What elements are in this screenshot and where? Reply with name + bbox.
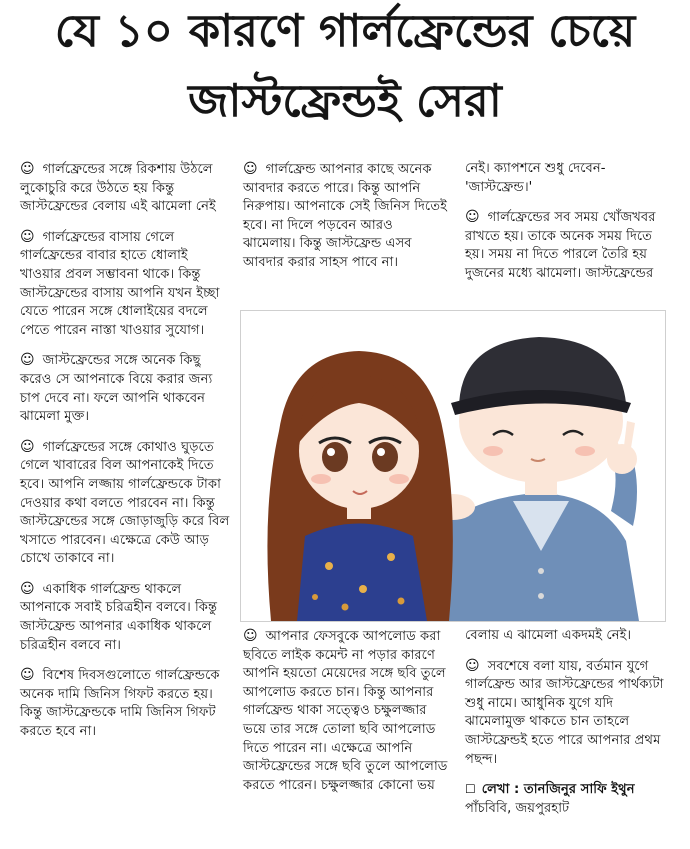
author-name: লেখা : তানজিনুর সাফি ইথুন [481, 782, 635, 798]
point-text: বিশেষ দিবসগুলোতে গার্লফ্রেন্ডকে অনেক দামি জিনিস গিফট করতে হয়। কিন্তু জাস্টফ্রেন্ডকে দামি জিনিস গিফট করতে হবে না। [20, 668, 220, 740]
list-item [243, 160, 448, 273]
list-item [465, 627, 670, 646]
list-item [20, 351, 232, 426]
list-item [465, 160, 670, 197]
point-text: জাস্টফ্রেন্ডের সঙ্গে অনেক কিছু করেও সে আপনাকে বিয়ে করার জন্য চাপ দেবে না। ফলে আপনি থাকবেন ঝামেলা মুক্ত। [20, 353, 213, 425]
smiley-icon: ☺ [20, 580, 35, 597]
point-text: আপনার ফেসবুকে আপলোড করা ছবিতে লাইক কমেন্ট না পড়ার কারণে আপনি হয়তো মেয়েদের সঙ্গে ছবি তুলে আপলোড করতে চান। কিন্তু আপনার গার্লফ্রেন্ড থাকা সত্ত্বেও চক্ষুলজ্জার ভয়ে তার সঙ্গে তোলা ছবি আপলোড দিতে পারেন না। এক্ষেত্রে আপনি জাস্টফ্রেন্ডের সঙ্গে ছবি তুলে আপলোড করতে পারেন। চক্ষুলজ্জার কোনো ভয় [243, 629, 448, 793]
column-2-bottom [243, 627, 448, 806]
list-item [20, 438, 232, 569]
point-text: গার্লফ্রেন্ডের সঙ্গে কোথাও ঘুড়তে গেলে খাবারের বিল আপনাকেই দিতে হবে। আপনি লজ্জায় গার্লফ্রেন্ডকে টাকা দেওয়ার কথা বলতে পারবেন না। কিন্তু জাস্টফ্রেন্ডের সঙ্গে জোড়াজুড়ি করে বিল খসাতে পারবেন। এক্ষেত্রে কেউ আড় চোখে তাকাবে না। [20, 439, 230, 567]
point-text: গার্লফ্রেন্ডের সঙ্গে রিকশায় উঠলে লুকোচুরি করে উঠতে হয় কিন্তু জাস্টফ্রেন্ডের বেলায় এই ঝামেলা নেই [20, 162, 216, 215]
column-1 [20, 160, 232, 753]
list-item [243, 627, 448, 795]
point-text: সবশেষে বলা যায়, বর্তমান যুগে গার্লফ্রেন্ড আর জাস্টফ্রেন্ডের পার্থক্যটা শুধু নামে। আধুনিক যুগে যদি ঝামেলামুক্ত থাকতে চান তাহলে জাস্টফ্রেন্ডই হতে পারে আপনার প্রথম পছন্দ। [465, 658, 664, 767]
smiley-icon: ☺ [20, 352, 35, 369]
author-location [465, 800, 670, 819]
list-item [465, 657, 670, 770]
smiley-icon: ☺ [20, 438, 35, 455]
list-item [20, 580, 232, 655]
couple-illustration [240, 310, 666, 622]
square-marker-icon: ☐ [465, 782, 476, 797]
article-title-line-2: জাস্টফ্রেন্ডই সেরা [188, 74, 502, 127]
list-item [20, 228, 232, 341]
smiley-icon: ☺ [20, 228, 35, 245]
point-text: একাধিক গার্লফ্রেন্ড থাকলে আপনাকে সবাই চরিত্রহীন বলবে। কিন্তু জাস্টফ্রেন্ড আপনার একাধিক থাকলে চরিত্রহীন বলবে না। [20, 581, 218, 653]
point-text: গার্লফ্রেন্ডের বাসায় গেলে গার্লফ্রেন্ডের বাবার হাতে ধোলাই খাওয়ার প্রবল সম্ভাবনা থাকে। কিন্তু জাস্টফ্রেন্ডের বাসায় আপনি যখন ইচ্ছা যেতে পারেন সঙ্গে ধোলাইয়ের বদলে পেতে পারেন নাস্তা খাওয়ার সুযোগ। [20, 229, 220, 338]
list-item [465, 208, 670, 283]
cartoon-couple-image [241, 311, 665, 621]
author-credit [465, 780, 670, 800]
location-text: পাঁচবিবি, জয়পুরহাট [465, 800, 570, 816]
column-3-bottom [465, 627, 670, 818]
list-item [20, 666, 232, 741]
smiley-icon: ☺ [20, 161, 35, 177]
list-item [20, 160, 232, 217]
column-3-top [465, 160, 670, 295]
point-text: বেলায় এ ঝামেলা একদমই নেই। [465, 628, 632, 643]
smiley-icon: ☺ [465, 657, 480, 674]
point-text: গার্লফ্রেন্ডের সব সময় খোঁজখবর রাখতে হয়। তাকে অনেক সময় দিতে হয়। সময় না দিতে পারলে তৈরি হয় দুজনের মধ্যে ঝামেলা। জাস্টফ্রেন্ডের [465, 210, 656, 281]
smiley-icon: ☺ [465, 209, 480, 226]
point-text: নেই। ক্যাপশনে শুধু দেবেন- 'জাস্টফ্রেন্ড।' [465, 161, 606, 195]
smiley-icon: ☺ [243, 628, 258, 644]
column-2-top [243, 160, 448, 284]
smiley-icon: ☺ [243, 161, 258, 177]
article-title-line-1: যে ১০ কারণে গার্লফ্রেন্ডের চেয়ে [54, 4, 636, 57]
smiley-icon: ☺ [20, 667, 35, 684]
point-text: গার্লফ্রেন্ড আপনার কাছে অনেক আবদার করতে পারে। কিন্তু আপনি নিরুপায়। আপনাকে সেই জিনিস দিতেই হবে। না দিলে পড়বেন আরও ঝামেলায়। কিন্তু জাস্টফ্রেন্ড এসব আবদার করার সাহস পাবে না। [243, 162, 447, 270]
